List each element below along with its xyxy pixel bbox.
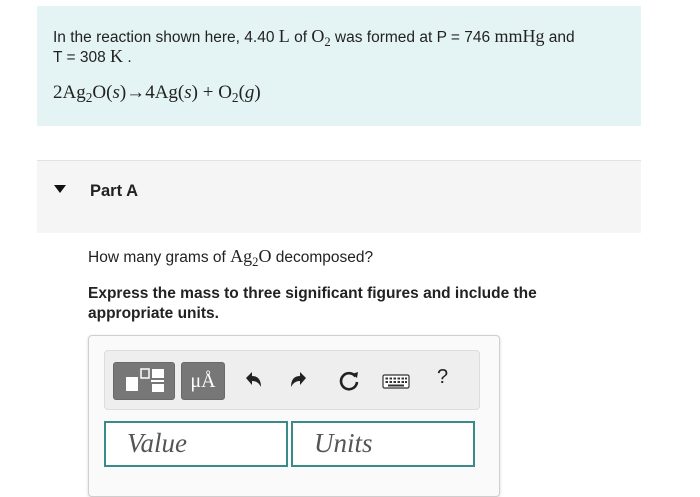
answer-instruction: Express the mass to three significant figures and include the appropriate units. <box>88 285 537 322</box>
pressure-unit: mmHg <box>494 26 545 46</box>
units-input[interactable]: Units <box>291 421 475 467</box>
undo-icon[interactable] <box>239 367 267 395</box>
part-a-header[interactable] <box>37 160 641 233</box>
temperature-unit: K <box>110 46 124 66</box>
problem-text-line-2: T = 308 K . <box>53 46 132 66</box>
reset-icon[interactable] <box>335 367 363 395</box>
redo-icon[interactable] <box>285 367 313 395</box>
part-title: Part A <box>90 182 138 200</box>
silver-oxide-formula: $Ag_2O$ <box>230 246 272 269</box>
templates-button[interactable] <box>113 362 175 400</box>
collapse-caret-icon[interactable] <box>54 185 66 193</box>
problem-text-line-1: In the reaction shown here, 4.40 L of $O_2$ was formed at P = 746 mmHg and <box>53 26 575 49</box>
help-button[interactable]: ? <box>437 366 449 388</box>
oxygen-formula: $O_2$ <box>311 26 331 49</box>
question-text: How many grams of $Ag_2O$ decomposed? <box>88 246 374 269</box>
math-toolbar <box>104 350 480 410</box>
problem-statement <box>37 6 641 126</box>
answer-box <box>88 335 500 497</box>
reaction-equation: $2Ag_2O(s)\to 4Ag(s) + O_2(g)$ <box>53 82 261 105</box>
liters-unit: L <box>278 26 290 46</box>
value-input[interactable]: Value <box>104 421 288 467</box>
templates-icon <box>114 363 174 399</box>
units-button[interactable]: μÅ <box>181 362 225 400</box>
keyboard-icon[interactable] <box>381 367 411 395</box>
